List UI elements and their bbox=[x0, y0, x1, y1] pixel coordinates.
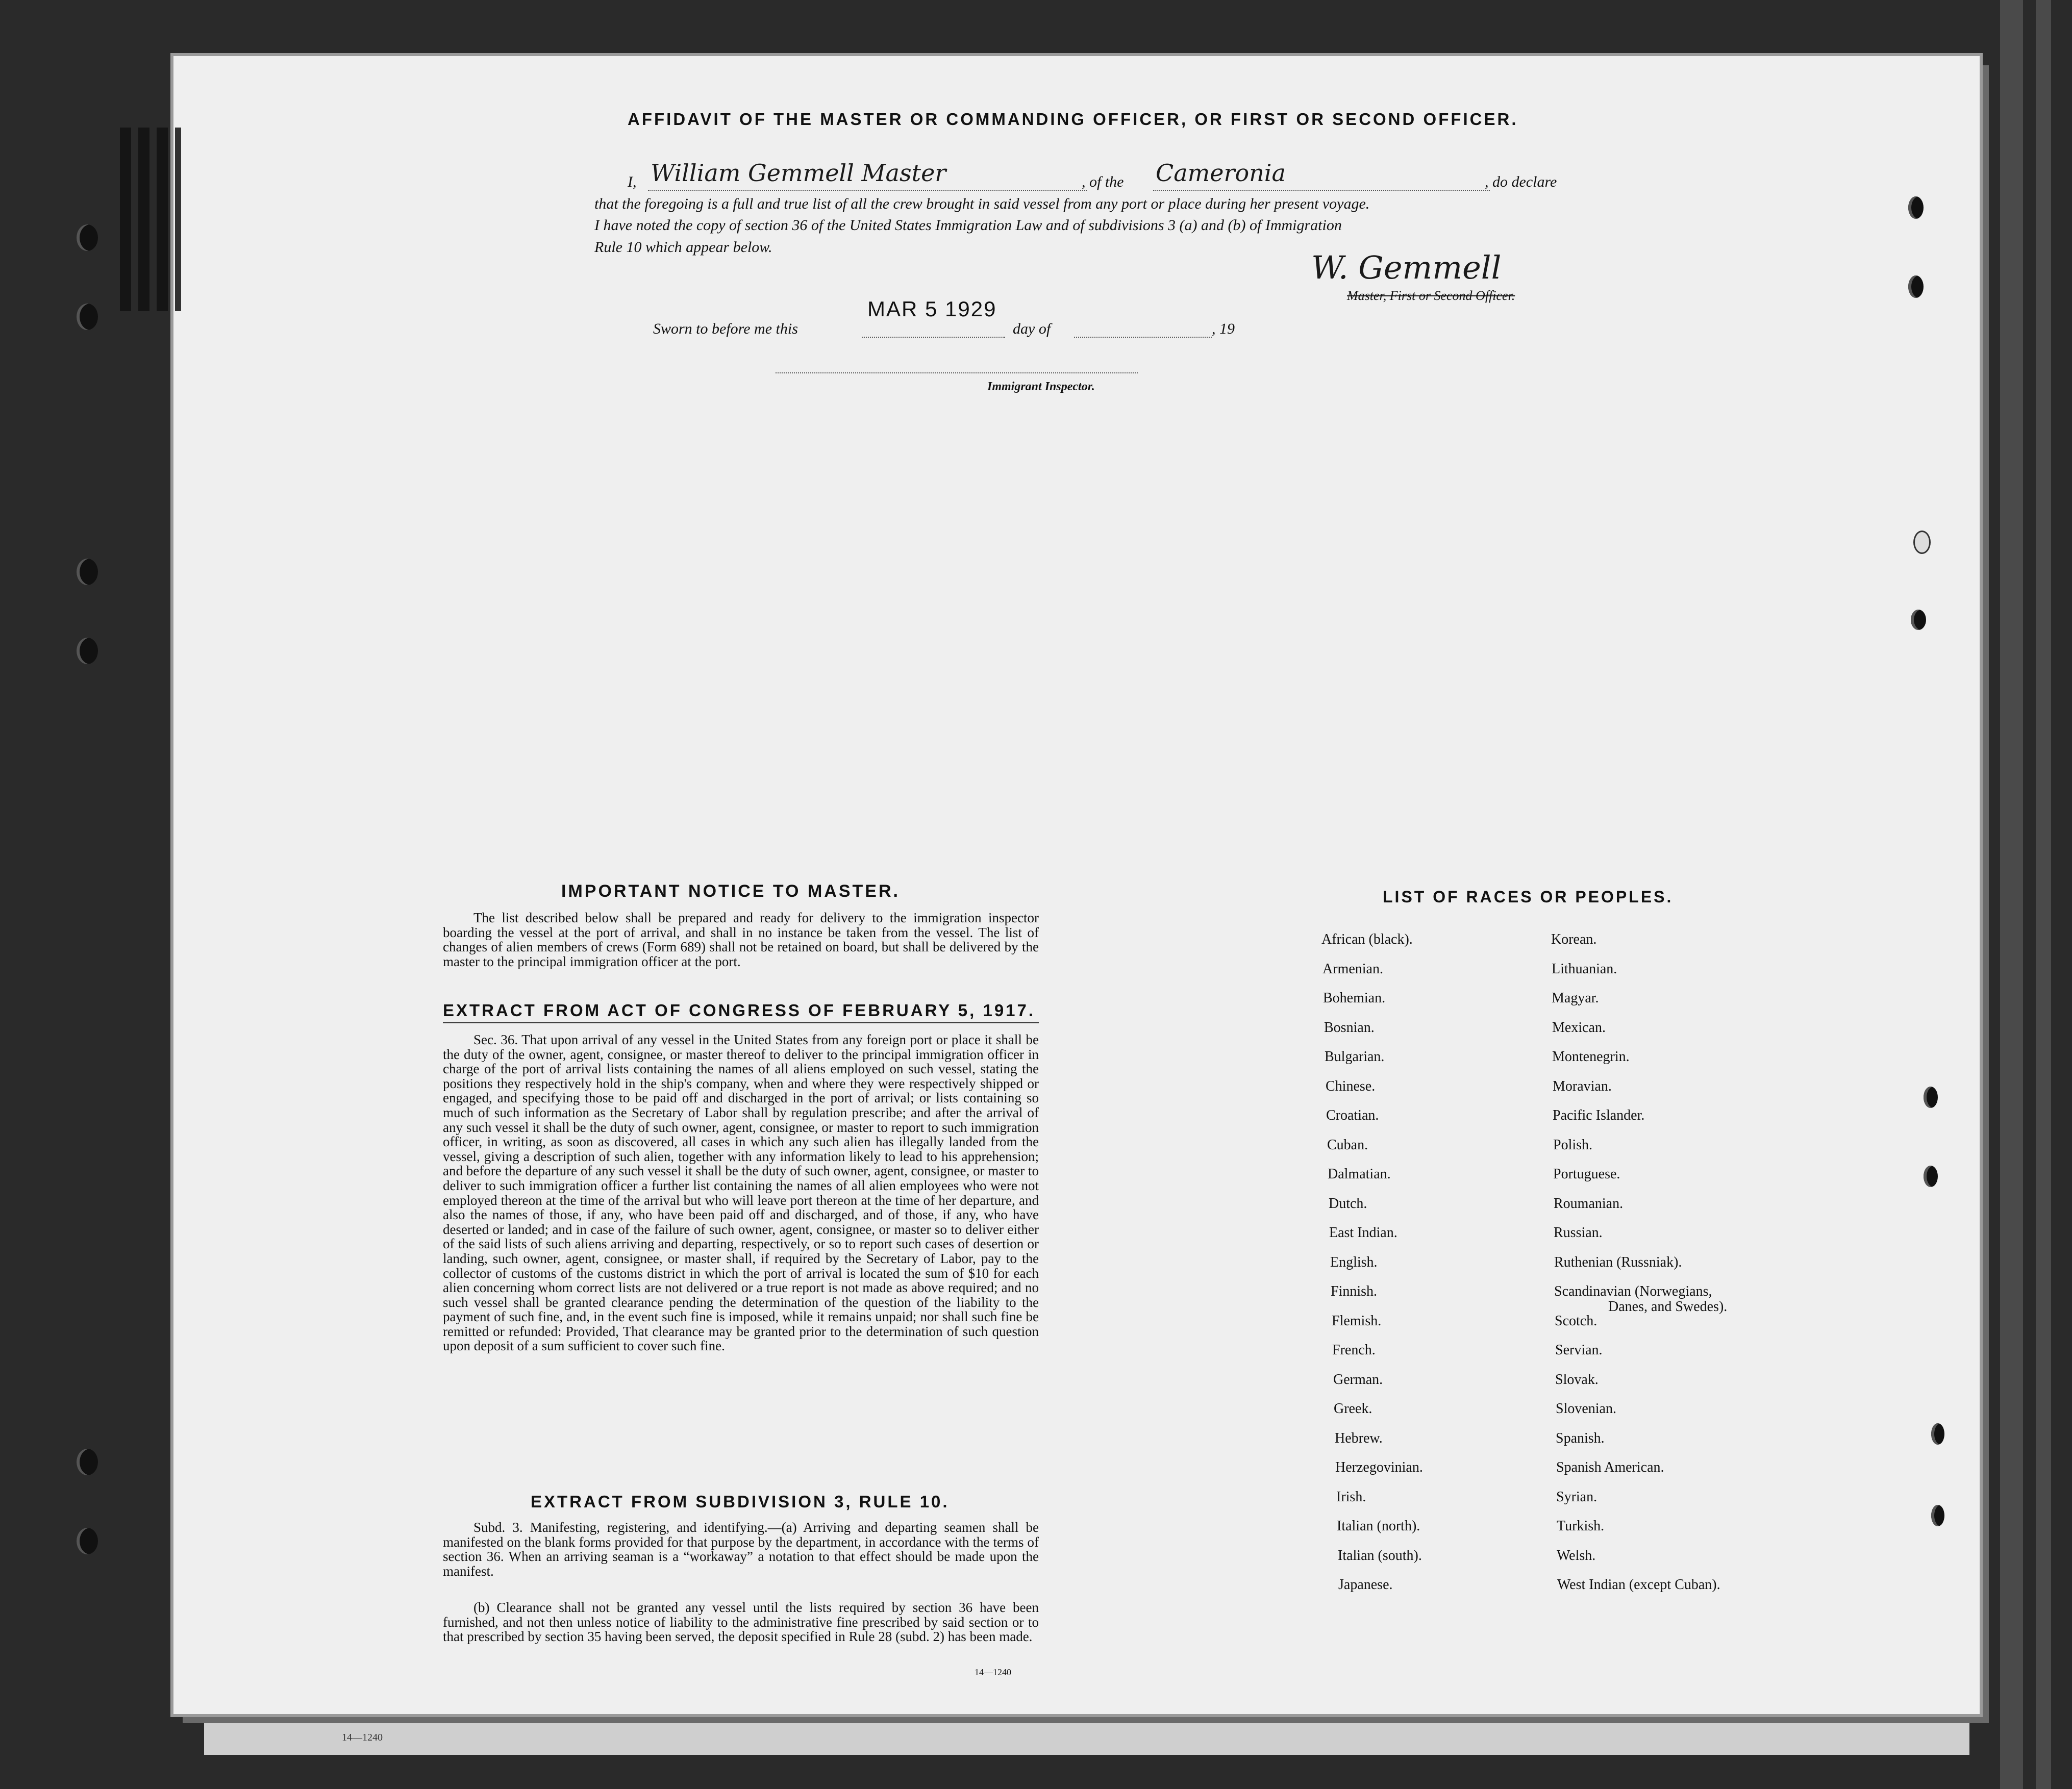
race-item: Italian (north). bbox=[1337, 1518, 1420, 1534]
race-item: African (black). bbox=[1321, 931, 1413, 947]
race-item: Servian. bbox=[1555, 1342, 1603, 1358]
race-item: Lithuanian. bbox=[1552, 961, 1617, 977]
binder-hole-icon bbox=[1913, 531, 1931, 554]
binder-hole-icon bbox=[77, 638, 98, 664]
day-of-text: day of bbox=[1013, 320, 1051, 337]
binder-hole-icon bbox=[1908, 275, 1924, 298]
binder-hole-icon bbox=[1911, 610, 1926, 630]
race-item: Moravian. bbox=[1553, 1078, 1612, 1094]
backdrop-stripe bbox=[2000, 0, 2023, 1789]
binder-hole-icon bbox=[77, 224, 98, 251]
race-item: Spanish American. bbox=[1556, 1459, 1664, 1475]
race-item: Korean. bbox=[1551, 931, 1597, 947]
race-item: Roumanian. bbox=[1554, 1195, 1624, 1212]
inspector-line bbox=[776, 372, 1138, 373]
ledger-number-mark bbox=[120, 128, 181, 311]
manifest-page bbox=[173, 56, 1980, 1714]
binder-hole-icon bbox=[1908, 196, 1924, 219]
race-item: Armenian. bbox=[1322, 961, 1383, 977]
race-item: Polish. bbox=[1553, 1137, 1593, 1153]
race-item: Herzegovinian. bbox=[1335, 1459, 1423, 1475]
race-item: French. bbox=[1332, 1342, 1376, 1358]
binder-hole-icon bbox=[1931, 1423, 1944, 1445]
master-name-handwritten: William Gemmell Master bbox=[651, 159, 946, 187]
race-item: Scotch. bbox=[1555, 1313, 1597, 1329]
race-item: Montenegrin. bbox=[1552, 1049, 1630, 1065]
race-item: Mexican. bbox=[1552, 1019, 1606, 1036]
race-item: Bohemian. bbox=[1323, 990, 1386, 1006]
race-item: Danes, and Swedes). bbox=[1608, 1299, 1728, 1315]
do-declare-text: , do declare bbox=[1485, 173, 1557, 190]
affidavit-line-2: that the foregoing is a full and true list of all the crew brought in said vessel from any port or place during her present voyage. bbox=[594, 195, 1370, 212]
race-item: Russian. bbox=[1554, 1225, 1603, 1241]
race-item: Cuban. bbox=[1327, 1137, 1368, 1153]
race-item: West Indian (except Cuban). bbox=[1557, 1577, 1720, 1593]
officer-caption: Master, First or Second Officer. bbox=[1347, 288, 1515, 303]
binder-hole-icon bbox=[77, 559, 98, 585]
of-the-text: , of the bbox=[1082, 173, 1124, 190]
backdrop-stripe bbox=[2036, 0, 2051, 1789]
race-item: Syrian. bbox=[1556, 1489, 1597, 1505]
race-item: Chinese. bbox=[1326, 1078, 1376, 1094]
race-item: Flemish. bbox=[1332, 1313, 1382, 1329]
race-item: Slovenian. bbox=[1556, 1401, 1616, 1417]
race-item: Spanish. bbox=[1556, 1430, 1605, 1446]
notice-paragraph: The list described below shall be prepared and ready for delivery to the immigration inspector boarding the vessel at the port of arrival, and shall in no instance be taken from the vessel. The list of changes of alien members of crews (Form 689) shall not be retained on board, but shall be delivered by the master to the principal immigration officer at the port. bbox=[443, 910, 1039, 969]
year-prefix: , 19 bbox=[1212, 320, 1235, 337]
underlying-sheet bbox=[204, 1714, 1969, 1755]
affidavit-line-3: I have noted the copy of section 36 of the United States Immigration Law and of subdivisions 3 (a) and (b) of Immigration bbox=[594, 217, 1342, 234]
rule-subd-3-b-paragraph: (b) Clearance shall not be granted any vessel until the lists required by section 36 have been furnished, and not then unless notice of liability to the administrative fine prescribed by said section or to that prescribed by section 35 having been served, the deposit specified in Rule 28 (subd. 2) has been made. bbox=[443, 1600, 1039, 1645]
form-code: 14—1240 bbox=[975, 1667, 1011, 1677]
race-item: Hebrew. bbox=[1335, 1430, 1383, 1446]
race-item: Italian (south). bbox=[1338, 1547, 1422, 1564]
race-item: Pacific Islander. bbox=[1553, 1107, 1645, 1123]
race-item: Scandinavian (Norwegians, bbox=[1554, 1283, 1712, 1299]
race-item: East Indian. bbox=[1329, 1225, 1397, 1241]
race-item: Finnish. bbox=[1331, 1283, 1378, 1299]
affidavit-title: AFFIDAVIT OF THE MASTER OR COMMANDING OFFICER, OR FIRST OR SECOND OFFICER. bbox=[628, 110, 1518, 129]
affidavit-line-4: Rule 10 which appear below. bbox=[594, 239, 772, 256]
race-item: Bulgarian. bbox=[1325, 1049, 1385, 1065]
race-item: Irish. bbox=[1336, 1489, 1366, 1505]
master-signature: W. Gemmell bbox=[1311, 249, 1502, 286]
act-extract-rule bbox=[443, 1022, 1039, 1023]
name-line bbox=[648, 190, 1087, 191]
race-item: English. bbox=[1330, 1254, 1378, 1270]
date-stamp: MAR 5 1929 bbox=[867, 297, 997, 321]
rule-subd-3-a-paragraph: Subd. 3. Manifesting, registering, and identifying.—(a) Arriving and departing seamen shall be manifested on the blank forms provided for that purpose by the department, in accordance with the terms of section 36. When an arriving seaman is a “workaway” a notation to that effect should be made upon the manifest. bbox=[443, 1520, 1039, 1579]
inspector-caption: Immigrant Inspector. bbox=[987, 380, 1095, 393]
affidavit-i: I, bbox=[628, 173, 637, 190]
rule-extract-title: EXTRACT FROM SUBDIVISION 3, RULE 10. bbox=[531, 1492, 950, 1511]
race-item: Welsh. bbox=[1557, 1547, 1596, 1564]
vessel-line bbox=[1153, 190, 1490, 191]
race-item: Portuguese. bbox=[1553, 1166, 1620, 1182]
race-item: Japanese. bbox=[1338, 1577, 1393, 1593]
races-title: LIST OF RACES OR PEOPLES. bbox=[1383, 888, 1674, 906]
race-item: Croatian. bbox=[1326, 1107, 1379, 1123]
race-item: German. bbox=[1333, 1371, 1383, 1388]
binder-hole-icon bbox=[1924, 1166, 1938, 1187]
race-item: Dalmatian. bbox=[1328, 1166, 1391, 1182]
race-item: Greek. bbox=[1334, 1401, 1372, 1417]
vessel-name-handwritten: Cameronia bbox=[1156, 159, 1286, 187]
sworn-date-line bbox=[862, 337, 1005, 338]
month-line bbox=[1074, 337, 1212, 338]
binder-hole-icon bbox=[1924, 1087, 1938, 1108]
notice-title: IMPORTANT NOTICE TO MASTER. bbox=[561, 881, 900, 901]
act-section-36-paragraph: Sec. 36. That upon arrival of any vessel in the United States from any foreign port or place it shall be the duty of the owner, agent, consignee, or master thereof to deliver to the principal immigration officer in charge of the port of arrival lists containing the names of all aliens employed on such vessel, stating the positions they respectively hold in the ship's company, when and where they were respectively shipped or engaged, and specifying those to be paid off and discharged in the port of arrival; or lists containing so much of such information as the Secretary of Labor shall by regulation prescribe; and after the arrival of any such vessel it shall be the duty of such owner, agent, consignee, or master to report to such immigration officer, in writing, as soon as discovered, all cases in which any such alien has illegally landed from the vessel, giving a description of such alien, together with any information likely to lead to his apprehension; and before the departure of any such vessel it shall be the duty of such owner, agent, consignee, or master to deliver to such immigration officer a further list containing the names of all alien employees who were not employed thereon at the time of the arrival but who will leave port thereon at the time of her departure, and also the names of those, if any, who have been paid off and discharged, and of those, if any, who have deserted or landed; and in case of the failure of such owner, agent, consignee, or master so to deliver either of the said lists of such aliens arriving and departing, respectively, or so to report such cases of desertion or landing, such owner, agent, consignee, or master shall, if required by the Secretary of Labor, pay to the collector of customs of the customs district in which the port of arrival is located the sum of $10 for each alien concerning whom correct lists are not delivered or a true report is not made as above required; and no such vessel shall be granted clearance pending the determination of the question of the liability to the payment of such fine, and, in the event such fine is imposed, while it remains unpaid; nor shall such fine be remitted or refunded: Provided, That clearance may be granted prior to the determination of such question upon deposit of a sum sufficient to cover such fine. bbox=[443, 1032, 1039, 1354]
binder-hole-icon bbox=[1931, 1505, 1944, 1526]
race-item: Dutch. bbox=[1329, 1195, 1367, 1212]
race-item: Ruthenian (Russniak). bbox=[1554, 1254, 1682, 1270]
race-item: Magyar. bbox=[1552, 990, 1599, 1006]
sworn-text: Sworn to before me this bbox=[653, 320, 798, 337]
act-extract-title: EXTRACT FROM ACT OF CONGRESS OF FEBRUARY 5, 1917. bbox=[443, 1001, 1036, 1020]
race-item: Slovak. bbox=[1555, 1371, 1599, 1388]
binder-hole-icon bbox=[77, 1528, 98, 1554]
under-form-code: 14—1240 bbox=[342, 1732, 383, 1743]
race-item: Bosnian. bbox=[1324, 1019, 1375, 1036]
race-item: Turkish. bbox=[1557, 1518, 1605, 1534]
binder-hole-icon bbox=[77, 304, 98, 330]
binder-hole-icon bbox=[77, 1449, 98, 1475]
